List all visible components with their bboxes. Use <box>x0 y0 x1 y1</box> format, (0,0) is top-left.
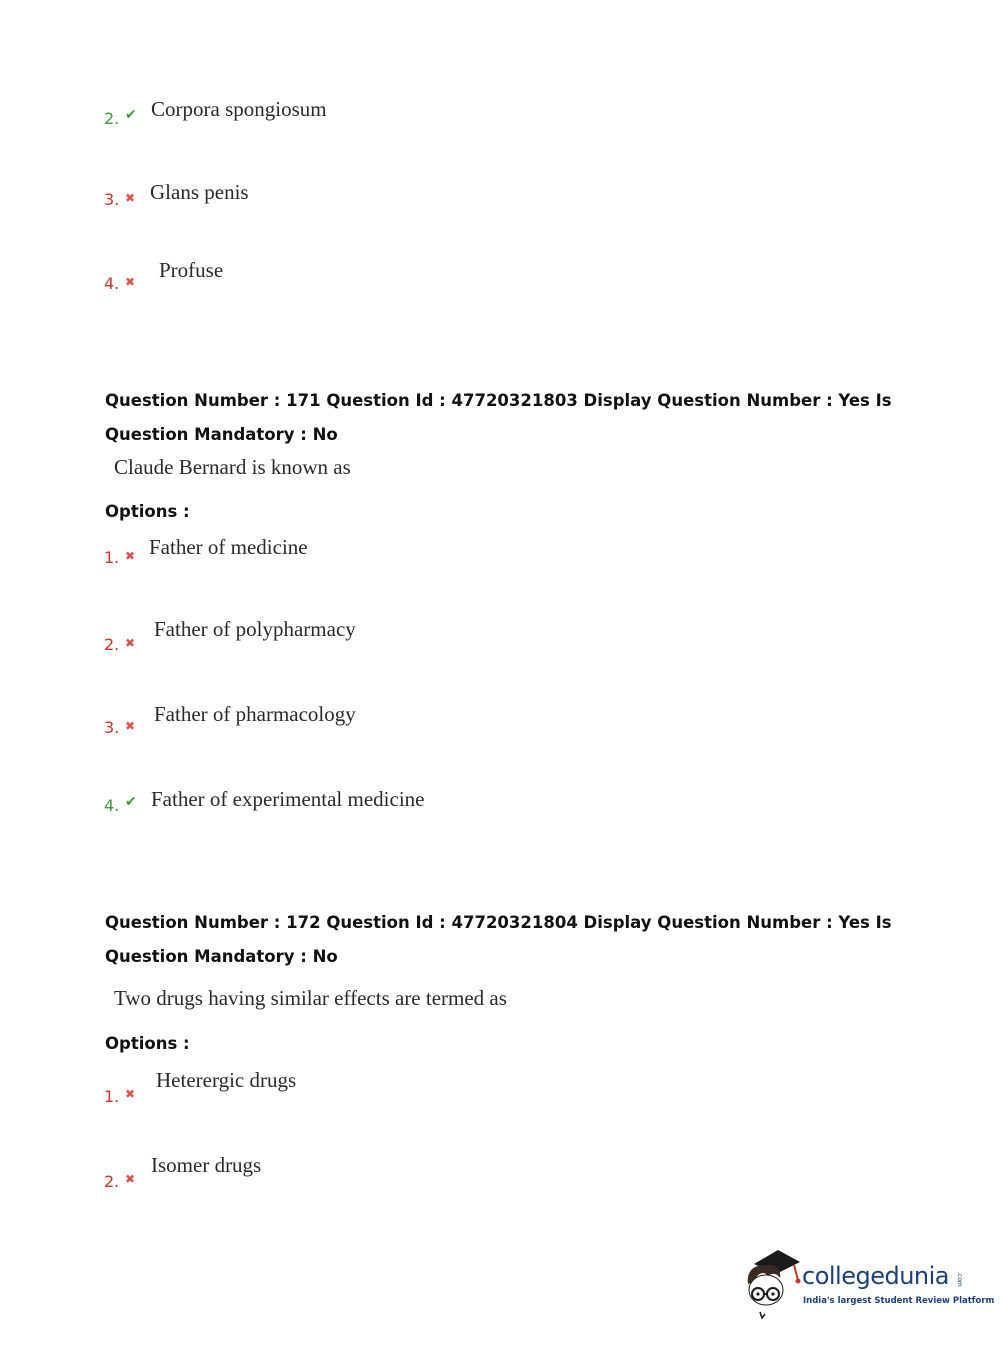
collegedunia-logo <box>742 1248 995 1320</box>
logo-suffix: .com <box>956 1272 963 1287</box>
option-text: Father of pharmacology <box>154 702 356 726</box>
cross-icon: ✖ <box>125 1087 136 1101</box>
option-text: Father of polypharmacy <box>154 617 356 641</box>
option-number: 3. <box>104 190 120 209</box>
option-number: 1. <box>104 1087 120 1106</box>
option-number: 3. <box>104 718 120 737</box>
cross-icon: ✖ <box>125 549 136 563</box>
option-text: Father of experimental medicine <box>151 787 425 811</box>
option-text: Heterergic drugs <box>156 1068 297 1092</box>
option-number: 1. <box>104 548 120 567</box>
option-text: Corpora spongiosum <box>151 97 327 121</box>
logo-tagline: India's largest Student Review Platform <box>803 1296 995 1306</box>
options-label: Options : <box>105 1034 190 1053</box>
check-icon: ✔ <box>125 107 137 123</box>
cross-icon: ✖ <box>125 275 136 289</box>
option-number: 4. <box>104 796 120 815</box>
mascot-icon <box>742 1248 804 1320</box>
option-text: Profuse <box>159 258 224 282</box>
option-text: Glans penis <box>150 180 249 204</box>
option-number: 4. <box>104 274 120 293</box>
option-number: 2. <box>104 635 120 654</box>
options-label: Options : <box>105 502 190 521</box>
question-text: Two drugs having similar effects are termed as <box>114 986 507 1010</box>
logo-wordmark: collegedunia <box>802 1262 950 1290</box>
option-text: Father of medicine <box>149 535 308 559</box>
cross-icon: ✖ <box>125 191 136 205</box>
option-number: 2. <box>104 109 120 128</box>
question-header: Question Number : 171 Question Id : 47720321803 Display Question Number : Yes Is Question Mandatory : No <box>105 391 892 444</box>
question-header: Question Number : 172 Question Id : 47720321804 Display Question Number : Yes Is Question Mandatory : No <box>105 913 892 966</box>
option-text: Isomer drugs <box>151 1153 262 1177</box>
option-number: 2. <box>104 1172 120 1191</box>
question-text: Claude Bernard is known as <box>114 455 351 479</box>
cross-icon: ✖ <box>125 636 136 650</box>
check-icon: ✔ <box>125 794 137 810</box>
cross-icon: ✖ <box>125 719 136 733</box>
cross-icon: ✖ <box>125 1172 136 1186</box>
